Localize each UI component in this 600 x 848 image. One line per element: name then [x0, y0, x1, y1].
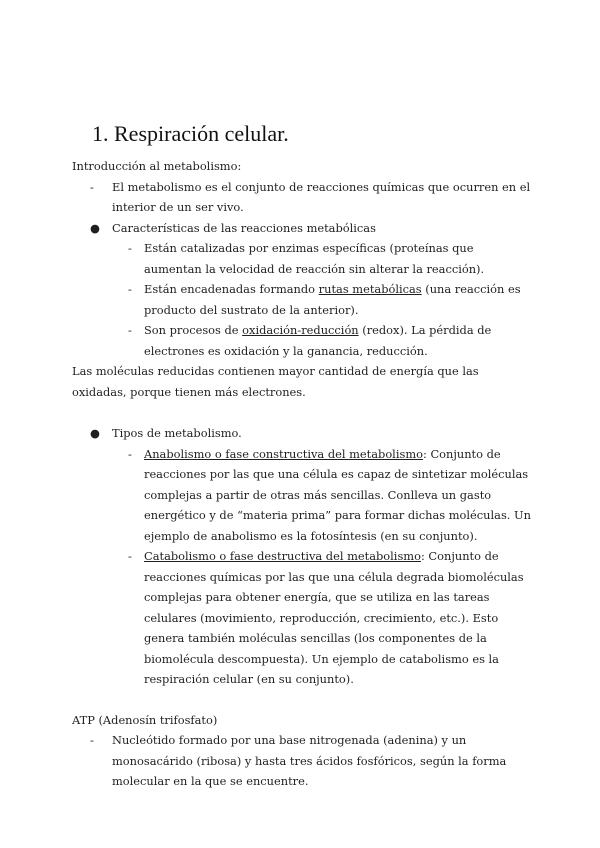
dash-marker: - — [128, 446, 132, 461]
catabolism-item — [144, 546, 532, 690]
characteristic-3-pre: Son procesos de — [144, 323, 243, 337]
characteristics-heading: Características de las reacciones metabólicas — [112, 220, 376, 235]
list-item — [72, 423, 532, 444]
list-item — [72, 177, 532, 218]
document-body — [72, 156, 532, 792]
dash-marker: - — [128, 549, 132, 563]
characteristic-3-post: (redox). La pérdida de electrones es oxidación y la ganancia, reducción. — [144, 323, 492, 358]
dash-marker: - — [90, 179, 94, 194]
bullet-icon: ● — [90, 426, 100, 440]
catabolism-text: : Conjunto de reacciones químicas por las que una célula degrada biomoléculas complejas para obtener energía, que se utiliza en las tareas celulares (movimiento, reproducción, crecimiento, etc.). Esto genera también moléculas sencillas (los componentes de la biomolécula descompuesta). Un ejemplo de catabolismo es la respiración celular (en su conjunto). — [144, 549, 524, 686]
characteristic-1: Están catalizadas por enzimas específicas (proteínas que aumentan la velocidad de reacción sin alterar la reacción). — [144, 241, 485, 276]
list-item — [72, 444, 532, 547]
characteristic-2-post: (una reacción es producto del sustrato de la anterior). — [144, 282, 521, 317]
characteristic-2 — [144, 279, 532, 320]
list-item — [72, 546, 532, 690]
dash-marker: - — [128, 323, 132, 337]
dash-marker: - — [128, 282, 132, 296]
list-item — [72, 218, 532, 239]
list-item — [72, 730, 532, 792]
list-item — [72, 238, 532, 279]
list-item — [72, 320, 532, 361]
atp-heading: ATP (Adenosín trifosfato) — [72, 712, 218, 727]
dash-marker: - — [128, 241, 132, 255]
reduced-molecules-paragraph: Las moléculas reducidas contienen mayor cantidad de energía que las oxidadas, porque tienen más electrones. — [72, 364, 479, 399]
intro-item-text: El metabolismo es el conjunto de reacciones químicas que ocurren en el interior de un ser vivo. — [112, 179, 531, 214]
dash-marker: - — [90, 733, 94, 747]
types-heading: Tipos de metabolismo. — [112, 426, 242, 440]
anabolism-item — [144, 444, 532, 547]
page-title: 1. Respiración celular. — [92, 121, 289, 146]
spacer — [72, 690, 532, 710]
characteristic-2-pre: Están encadenadas formando — [144, 282, 319, 296]
bullet-icon: ● — [90, 220, 100, 235]
oxidacion-reduccion-link[interactable]: oxidación-reducción — [242, 323, 359, 337]
intro-heading: Introducción al metabolismo: — [72, 159, 242, 173]
atp-item: Nucleótido formado por una base nitrogenada (adenina) y un monosacárido (ribosa) y hasta tres ácidos fosfóricos, según la forma molecular en la que se encuentre. — [112, 733, 507, 788]
list-item — [72, 279, 532, 320]
catabolism-term: Catabolismo o fase destructiva del metabolismo — [144, 549, 421, 563]
anabolism-term: Anabolismo o fase constructiva del metabolismo — [144, 446, 423, 461]
spacer — [72, 402, 532, 423]
anabolism-text: : Conjunto de reacciones por las que una célula es capaz de sintetizar moléculas complejas a partir de otras más sencillas. Conlleva un gasto energético y de “materia prima” para formar dichas moléculas. Un ejemplo de anabolismo es la fotosíntesis (en su conjunto). — [144, 446, 531, 543]
rutas-metabolicas-link[interactable]: rutas metabólicas — [318, 282, 422, 296]
characteristic-3 — [144, 320, 532, 361]
